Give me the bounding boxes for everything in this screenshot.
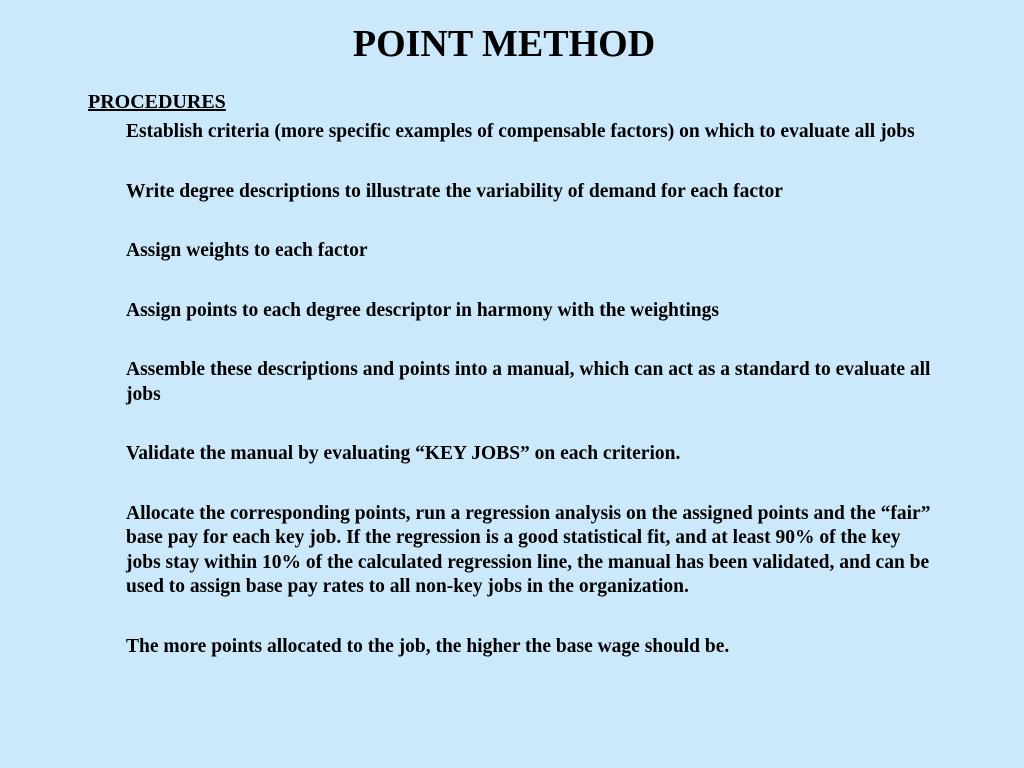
slide-title: POINT METHOD	[352, 23, 656, 65]
procedure-step: Assign points to each degree descriptor in harmony with the weightings	[126, 299, 719, 321]
section-heading: PROCEDURES	[88, 91, 226, 113]
procedure-step: Allocate the corresponding points, run a regression analysis on the assigned points and the “fair” base pay for each key job. If the regression is a good statistical fit, and at least 90% of the key jobs stay within 10% of the calculated regression line, the manual has been validated, and can be used to assign base pay rates to all non-key jobs in the organization.	[126, 502, 931, 597]
procedure-step: Assign weights to each factor	[126, 240, 368, 261]
procedure-step: Establish criteria (more specific examples of compensable factors) on which to evaluate all jobs	[126, 121, 915, 142]
procedure-step: Assemble these descriptions and points into a manual, which can act as a standard to evaluate all jobs	[126, 359, 931, 405]
procedure-step: The more points allocated to the job, the higher the base wage should be.	[126, 635, 730, 657]
procedure-list	[126, 120, 931, 694]
procedure-step: Write degree descriptions to illustrate the variability of demand for each factor	[126, 180, 783, 202]
procedure-step: Validate the manual by evaluating “KEY JOBS” on each criterion.	[126, 443, 681, 464]
